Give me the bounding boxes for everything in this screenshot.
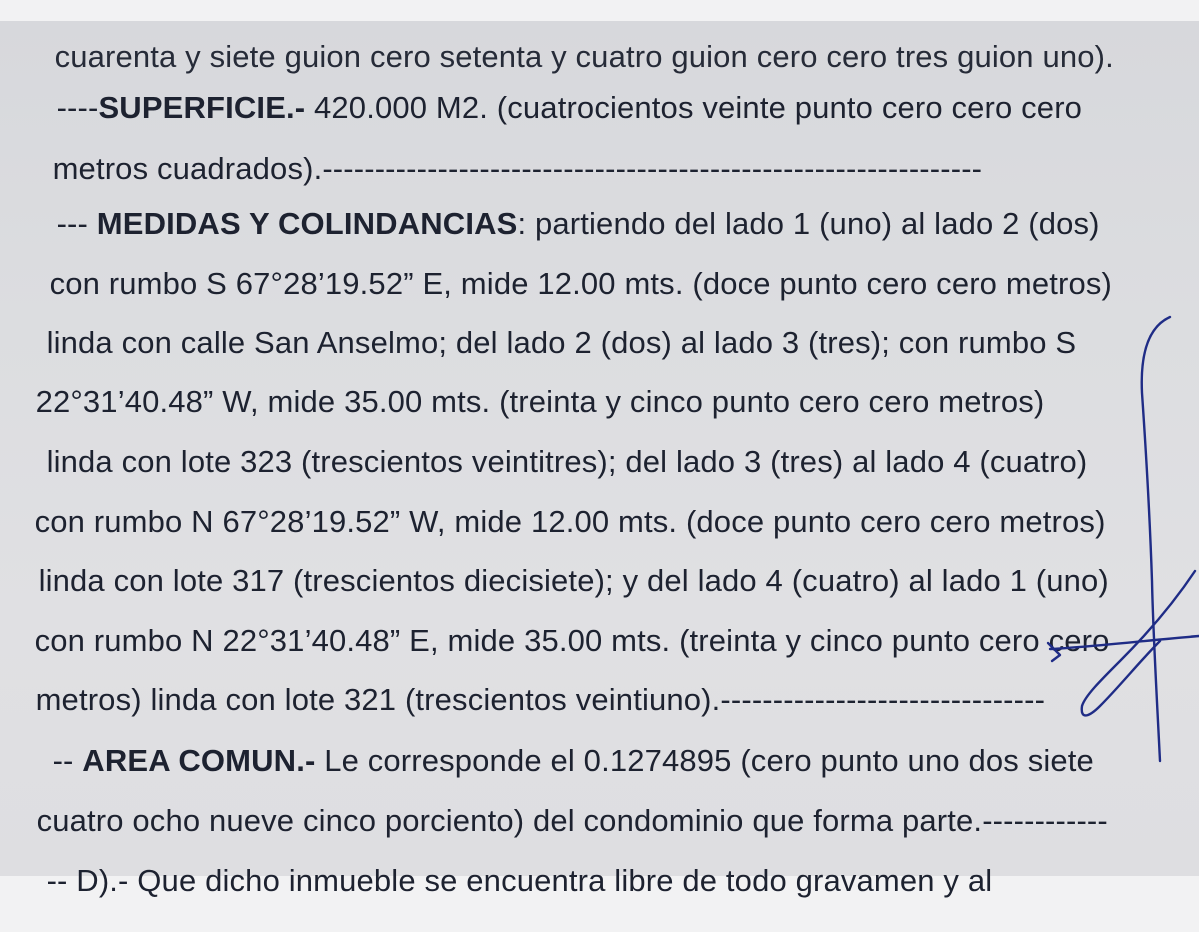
line-text: cuatro ocho nueve cinco porciento) del condominio que forma parte.------------	[36, 803, 1108, 838]
line-prefix: ---	[56, 206, 97, 241]
line-text: con rumbo N 67°28’19.52” W, mide 12.00 mts. (doce punto cero cero metros)	[34, 504, 1106, 539]
line-text: linda con calle San Anselmo; del lado 2 (dos) al lado 3 (tres); con rumbo S	[46, 325, 1077, 360]
heading-superficie: SUPERFICIE.-	[98, 90, 306, 125]
line-text: con rumbo N 22°31’40.48” E, mide 35.00 mts. (treinta y cinco punto cero cero	[34, 623, 1110, 658]
line-prefix: ----	[56, 90, 99, 125]
heading-area-comun: AREA COMUN.-	[82, 743, 316, 778]
line-text: 22°31’40.48” W, mide 35.00 mts. (treinta y cinco punto cero cero metros)	[35, 384, 1045, 419]
line-text: metros) linda con lote 321 (trescientos veintiuno).-------------------------------	[35, 682, 1046, 717]
text-line	[0, 830, 992, 932]
line-prefix: --	[52, 743, 83, 778]
line-rest: 420.000 M2. (cuatrocientos veinte punto cero cero cero	[305, 90, 1083, 125]
line-text: metros cuadrados).---------------------------------------------------------------	[52, 151, 983, 186]
line-text: linda con lote 323 (trescientos veintitres); del lado 3 (tres) al lado 4 (cuatro)	[46, 444, 1088, 479]
document-photo	[0, 21, 1199, 898]
line-rest: Le corresponde el 0.1274895 (cero punto uno dos siete	[315, 743, 1094, 778]
line-text: -- D).- Que dicho inmueble se encuentra libre de todo gravamen y al	[46, 863, 993, 898]
line-text: linda con lote 317 (trescientos diecisiete); y del lado 4 (cuatro) al lado 1 (uno)	[38, 563, 1109, 598]
heading-medidas: MEDIDAS Y COLINDANCIAS	[96, 206, 518, 241]
line-text: cuarenta y siete guion cero setenta y cuatro guion cero cero tres guion uno).	[54, 39, 1114, 74]
line-text: con rumbo S 67°28’19.52” E, mide 12.00 mts. (doce punto cero cero metros)	[49, 266, 1112, 301]
line-rest: : partiendo del lado 1 (uno) al lado 2 (dos)	[517, 206, 1100, 241]
